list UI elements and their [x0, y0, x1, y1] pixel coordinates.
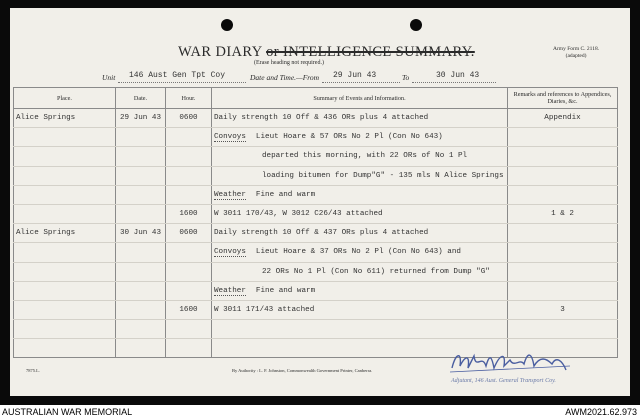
cell-date	[116, 262, 166, 281]
cell-summary	[212, 281, 508, 300]
cell-place	[14, 262, 116, 281]
cell-place	[14, 339, 116, 358]
table-row	[14, 204, 618, 223]
cell-remarks	[508, 185, 618, 204]
table-row	[14, 281, 618, 300]
cell-place	[14, 243, 116, 262]
cell-remarks	[508, 262, 618, 281]
cell-date	[116, 281, 166, 300]
title-war-diary: WAR DIARY	[178, 44, 263, 60]
cell-remarks	[508, 320, 618, 339]
entry-text: Lieut Hoare & 37 ORs No 2 Pl (Con No 643) and	[255, 248, 461, 257]
entry-label: Convoys	[214, 133, 246, 142]
cell-remarks	[508, 128, 618, 147]
entry-label: Weather	[214, 190, 246, 199]
cell-hour: 1600	[166, 204, 212, 223]
table-header	[14, 88, 618, 109]
cell-remarks	[508, 281, 618, 300]
table-row	[14, 185, 618, 204]
cell-date: 30 Jun 43	[116, 224, 166, 243]
date-from-label: Date and Time.—From	[250, 73, 320, 82]
archive-reference: AWM2021.62.973	[565, 407, 637, 417]
cell-remarks	[508, 243, 618, 262]
cell-summary	[212, 166, 508, 185]
table-row	[14, 320, 618, 339]
from-value: 29 Jun 43	[333, 71, 377, 80]
table-row	[14, 109, 618, 128]
cell-place	[14, 147, 116, 166]
table-row	[14, 262, 618, 281]
cell-summary	[212, 243, 508, 262]
cell-hour: 1600	[166, 300, 212, 319]
cell-place	[14, 281, 116, 300]
table-row	[14, 243, 618, 262]
entry-label: Weather	[214, 286, 246, 295]
cell-hour	[166, 320, 212, 339]
cell-hour	[166, 243, 212, 262]
entry-text: Daily strength 10 Off & 436 ORs plus 4 attached	[214, 114, 429, 123]
cell-summary	[212, 147, 508, 166]
entry-text: departed this morning, with 22 ORs of No 1 Pl	[262, 152, 468, 161]
printer-code: 7875.L.	[26, 368, 40, 373]
entry-text: 22 ORs No 1 Pl (Con No 611) returned from Dump "G"	[262, 267, 490, 276]
entry-text: Fine and warm	[255, 190, 316, 199]
entry-label: Convoys	[214, 248, 246, 257]
form-sub: (adapted)	[565, 53, 587, 59]
cell-summary	[212, 224, 508, 243]
cell-remarks	[508, 224, 618, 243]
cell-remarks: 1 & 2	[508, 204, 618, 223]
punch-hole-left	[221, 19, 233, 31]
entry-text: Daily strength 10 Off & 437 ORs plus 4 attached	[214, 229, 429, 238]
cell-summary	[212, 262, 508, 281]
cell-hour: 0600	[166, 224, 212, 243]
cell-place	[14, 166, 116, 185]
cell-summary	[212, 109, 508, 128]
cell-date	[116, 128, 166, 147]
cell-remarks: Appendix	[508, 109, 618, 128]
signature-scrawl	[448, 346, 576, 378]
cell-date	[116, 204, 166, 223]
entry-text: W 3011 171/43 attached	[214, 305, 315, 314]
cell-date	[116, 300, 166, 319]
col-place: Place.	[14, 88, 116, 109]
table-row	[14, 166, 618, 185]
cell-remarks	[508, 166, 618, 185]
cell-remarks	[508, 147, 618, 166]
form-number	[553, 46, 599, 60]
cell-date: 29 Jun 43	[116, 109, 166, 128]
title-intelligence-summary: or INTELLIGENCE SUMMARY.	[266, 44, 475, 60]
cell-remarks: 3	[508, 300, 618, 319]
cell-hour	[166, 185, 212, 204]
col-date: Date.	[116, 88, 166, 109]
cell-place	[14, 185, 116, 204]
signature-block: Adjutant, 146 Aust. General Transport Coy.	[451, 378, 556, 384]
cell-date	[116, 320, 166, 339]
cell-hour	[166, 147, 212, 166]
col-hour: Hour.	[166, 88, 212, 109]
entry-text: Fine and warm	[255, 286, 316, 295]
to-label: To	[402, 73, 410, 82]
cell-date	[116, 243, 166, 262]
punch-hole-right	[410, 19, 422, 31]
unit-label: Unit	[102, 73, 116, 82]
cell-summary	[212, 204, 508, 223]
archive-caption: AUSTRALIAN WAR MEMORIAL	[2, 407, 133, 417]
cell-date	[116, 185, 166, 204]
cell-hour	[166, 281, 212, 300]
page-subtitle: (Erase heading not required.)	[254, 60, 324, 66]
entry-text: Lieut Hoare & 57 ORs No 2 Pl (Con No 643)	[255, 133, 443, 142]
unit-value: 146 Aust Gen Tpt Coy	[129, 71, 226, 80]
cell-summary	[212, 185, 508, 204]
cell-place	[14, 300, 116, 319]
cell-summary	[212, 128, 508, 147]
cell-date	[116, 166, 166, 185]
table-row	[14, 147, 618, 166]
to-value: 30 Jun 43	[436, 71, 480, 80]
printer-authority: By Authority : L. F. Johnston, Commonwealth Government Printer, Canberra.	[232, 368, 373, 373]
cell-summary	[212, 320, 508, 339]
table-row	[14, 128, 618, 147]
col-summary: Summary of Events and Information.	[212, 88, 508, 109]
cell-hour	[166, 128, 212, 147]
cell-place	[14, 204, 116, 223]
cell-hour	[166, 339, 212, 358]
cell-place: Alice Springs	[14, 109, 116, 128]
cell-place	[14, 320, 116, 339]
cell-hour	[166, 262, 212, 281]
cell-hour	[166, 166, 212, 185]
cell-date	[116, 147, 166, 166]
diary-table	[13, 87, 618, 358]
table-row	[14, 224, 618, 243]
cell-hour: 0600	[166, 109, 212, 128]
table-row	[14, 300, 618, 319]
cell-summary	[212, 300, 508, 319]
entry-text: W 3011 170/43, W 3012 C26/43 attached	[214, 210, 383, 219]
page-title	[178, 44, 475, 61]
cell-place	[14, 128, 116, 147]
col-remarks: Remarks and references to Appendices, Diaries, &c.	[508, 88, 618, 109]
form-label: Army Form C. 2118.	[553, 46, 600, 52]
entry-text: loading bitumen for Dump"G" - 135 mls N Alice Springs	[262, 171, 504, 180]
cell-place: Alice Springs	[14, 224, 116, 243]
cell-date	[116, 339, 166, 358]
